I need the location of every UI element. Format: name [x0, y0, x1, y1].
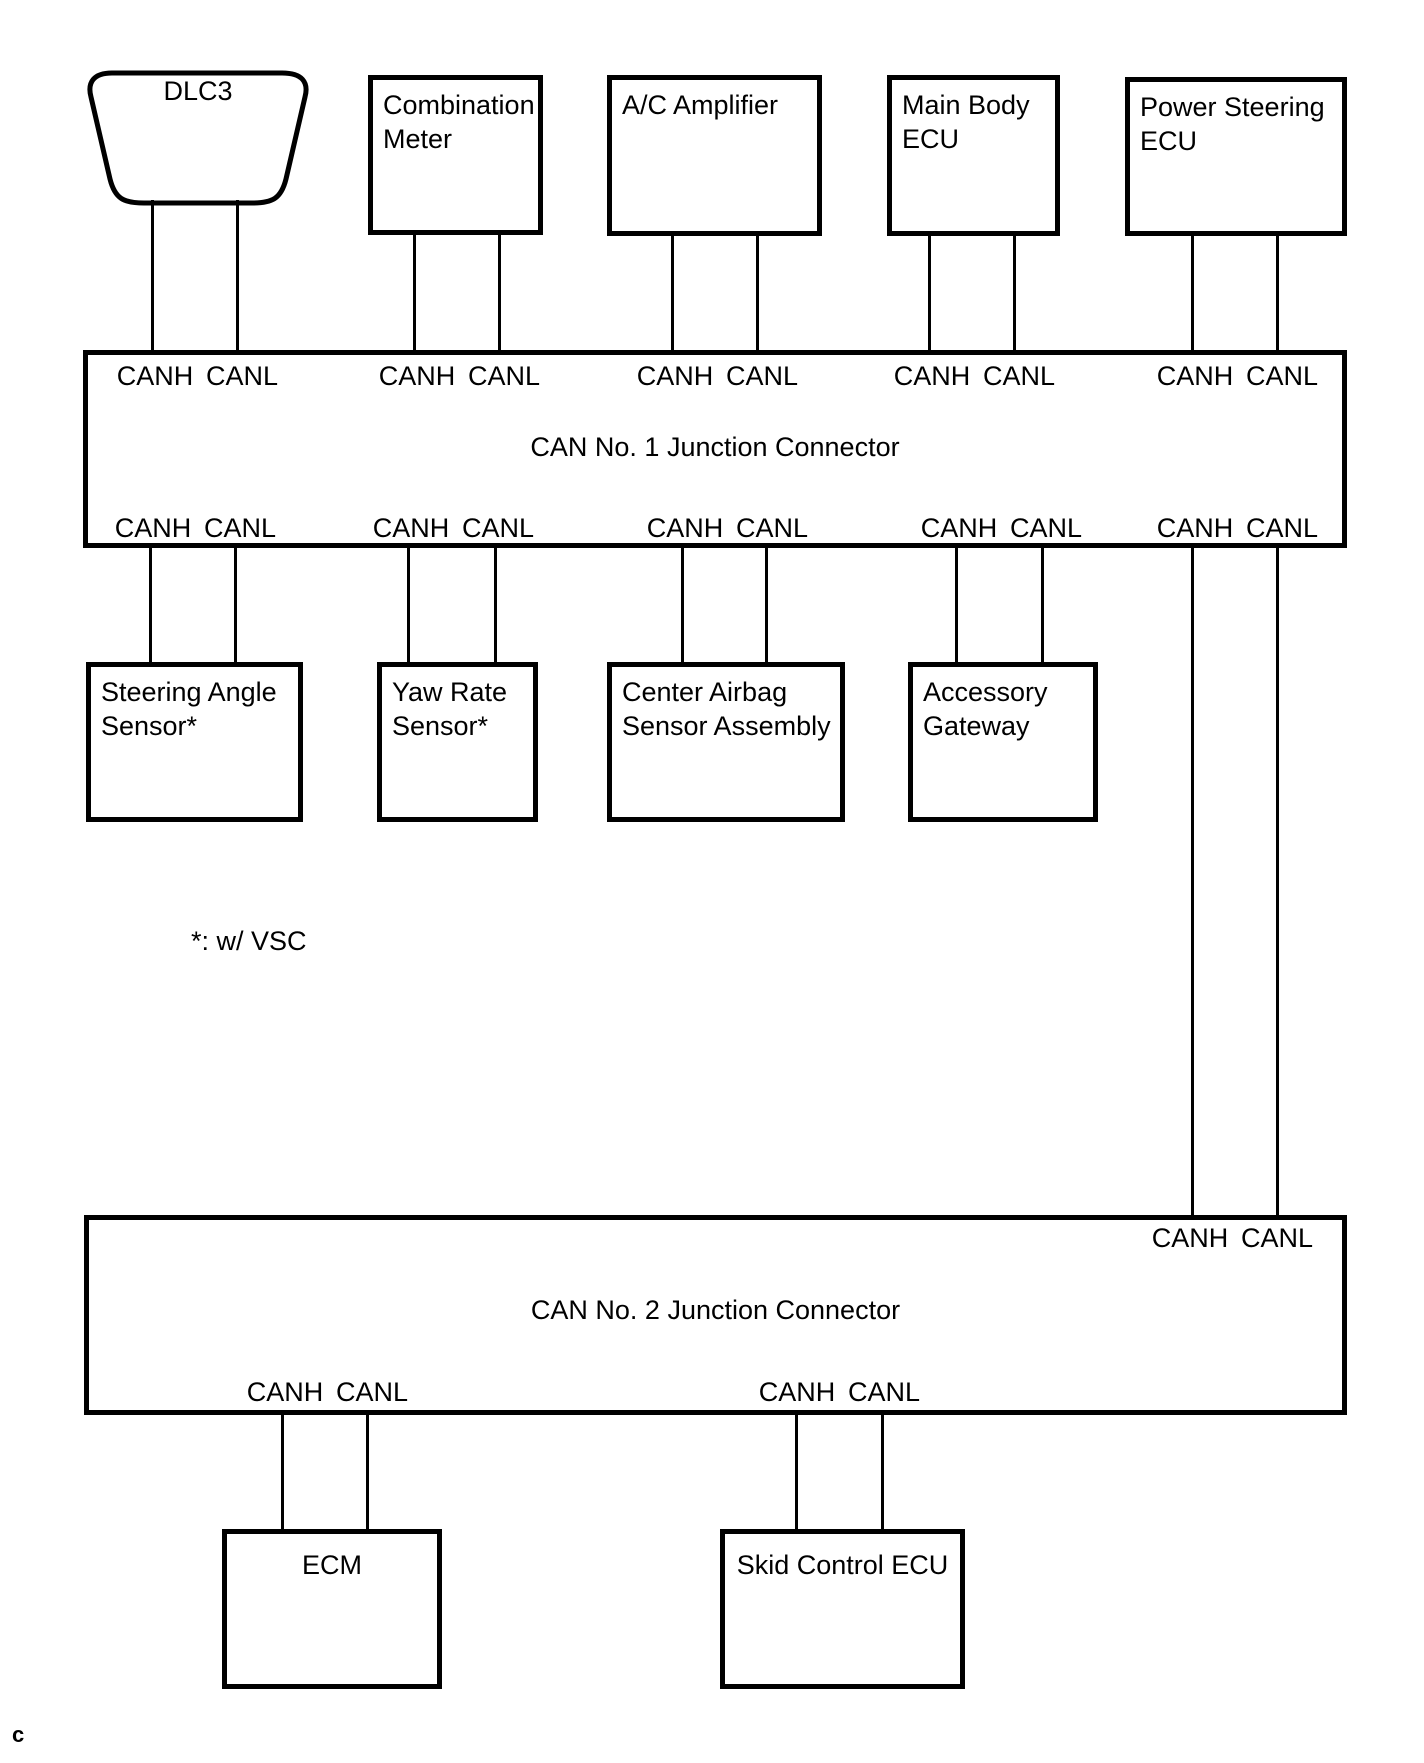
device-box-main-body-ecu — [887, 75, 1060, 236]
pin-label-canl: CANL — [1245, 513, 1319, 543]
pin-label-canh: CANH — [372, 513, 450, 543]
device-box-yaw-rate-sensor — [377, 662, 538, 822]
pin-label-canl: CANL — [735, 513, 809, 543]
wire-mainbody-canl — [1013, 233, 1016, 352]
wire-skid-canl — [881, 1413, 884, 1531]
device-box-power-steering-ecu — [1125, 77, 1347, 236]
pin-label-canh: CANH — [246, 1377, 324, 1407]
wire-steering-canh — [149, 546, 152, 664]
skid-control-ecu-label: Skid Control ECU — [736, 1550, 949, 1580]
pin-label-canl: CANL — [725, 361, 799, 391]
device-box-center-airbag-sensor — [607, 662, 845, 822]
device-box-ecm — [222, 1529, 442, 1689]
pin-label-canl: CANL — [847, 1377, 921, 1407]
pin-label-canl: CANL — [1240, 1223, 1314, 1253]
pin-label-canl: CANL — [982, 361, 1056, 391]
wire-powersteering-canh — [1191, 233, 1194, 352]
pin-label-canh: CANH — [636, 361, 714, 391]
junction2-title: CAN No. 2 Junction Connector — [530, 1295, 901, 1325]
device-box-ac-amplifier — [607, 75, 822, 236]
main-body-ecu-label: Main Body ECU — [902, 90, 1030, 154]
wire-bus-canh — [1191, 546, 1194, 1217]
wire-dlc3-canl — [236, 200, 239, 352]
dlc3-label: DLC3 — [163, 76, 233, 106]
wire-bus-canl — [1276, 546, 1279, 1217]
pin-label-canl: CANL — [467, 361, 541, 391]
device-box-accessory-gateway — [908, 662, 1098, 822]
wire-ac-canh — [671, 233, 674, 352]
ac-amplifier-label: A/C Amplifier — [622, 90, 779, 120]
pin-label-canh: CANH — [758, 1377, 836, 1407]
center-airbag-sensor-label: Center Airbag Sensor Assembly — [622, 677, 831, 741]
pin-label-canh: CANH — [920, 513, 998, 543]
wire-dlc3-canh — [151, 200, 154, 352]
pin-label-canl: CANL — [203, 513, 277, 543]
wire-accessory-canl — [1041, 546, 1044, 664]
combination-meter-label: Combination Meter — [383, 90, 535, 154]
vsc-footnote: *: w/ VSC — [191, 926, 307, 956]
wire-powersteering-canl — [1276, 233, 1279, 352]
yaw-rate-sensor-label: Yaw Rate Sensor* — [392, 677, 508, 741]
wire-combination-canh — [413, 233, 416, 352]
pin-label-canh: CANH — [1156, 513, 1234, 543]
pin-label-canl: CANL — [335, 1377, 409, 1407]
pin-label-canh: CANH — [114, 513, 192, 543]
pin-label-canl: CANL — [1245, 361, 1319, 391]
wire-mainbody-canh — [928, 233, 931, 352]
pin-label-canl: CANL — [1009, 513, 1083, 543]
pin-label-canh: CANH — [378, 361, 456, 391]
wire-ecm-canh — [281, 1413, 284, 1531]
pin-label-canh: CANH — [1151, 1223, 1229, 1253]
wire-skid-canh — [795, 1413, 798, 1531]
device-box-steering-angle-sensor — [86, 662, 303, 822]
wire-ecm-canl — [366, 1413, 369, 1531]
device-box-skid-control-ecu — [720, 1529, 965, 1689]
wire-yaw-canh — [407, 546, 410, 664]
pin-label-canl: CANL — [205, 361, 279, 391]
pin-label-canl: CANL — [461, 513, 535, 543]
pin-label-canh: CANH — [116, 361, 194, 391]
steering-angle-sensor-label: Steering Angle Sensor* — [101, 677, 277, 741]
corner-mark: c — [12, 1722, 25, 1747]
accessory-gateway-label: Accessory Gateway — [923, 677, 1048, 741]
wire-airbag-canl — [765, 546, 768, 664]
wire-yaw-canl — [494, 546, 497, 664]
wire-combination-canl — [498, 233, 501, 352]
ecm-label: ECM — [302, 1550, 362, 1580]
wire-airbag-canh — [681, 546, 684, 664]
pin-label-canh: CANH — [646, 513, 724, 543]
wire-ac-canl — [756, 233, 759, 352]
wire-steering-canl — [234, 546, 237, 664]
wire-accessory-canh — [955, 546, 958, 664]
pin-label-canh: CANH — [893, 361, 971, 391]
pin-label-canh: CANH — [1156, 361, 1234, 391]
device-box-combination-meter — [368, 75, 543, 235]
power-steering-ecu-label: Power Steering ECU — [1140, 92, 1325, 156]
junction1-title: CAN No. 1 Junction Connector — [530, 432, 900, 462]
